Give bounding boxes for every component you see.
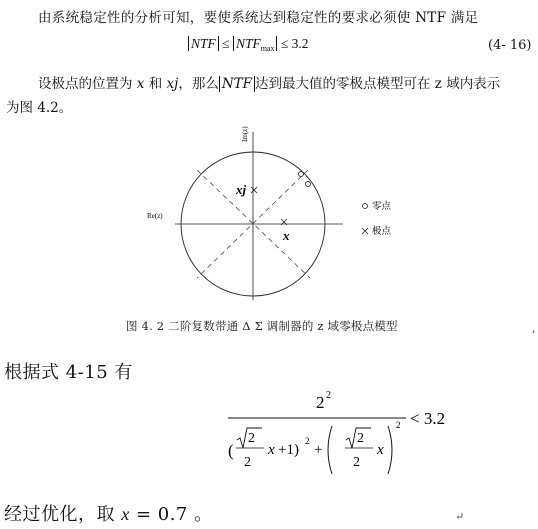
figure-caption: 图 4. 2 二阶复数带通 Δ Σ 调制器的 z 域零极点模型 [126,319,398,333]
equation-number: (4- 16) [488,38,532,53]
sqrt-arg-1: 2 [248,431,255,446]
paragraph-optimization [4,500,213,526]
var-ntf: NTF [219,76,255,92]
real-axis-label: Re(z) [147,212,163,220]
paren-open-1: ( [228,441,234,460]
var-xj: xj [166,76,179,92]
var-x: x [136,76,145,92]
formula-rhs: < 3.2 [410,409,446,428]
pole-marker-xj [251,187,257,193]
legend-zero-icon [363,204,368,209]
inner-den-2: 2 [353,455,360,470]
big-paren-open [328,426,332,474]
eq-le: ≤ [222,36,230,51]
formula-sq-2: 2 [396,420,401,430]
pole-label-xj: xj [236,182,247,197]
paragraph-pole-position-cont: 为图 4.2。 [6,100,73,116]
inner-den-1: 2 [244,455,251,470]
legend-pole-icon [362,228,368,234]
zero-marker-2 [306,182,311,187]
formula-x-1: x [268,442,275,458]
equation-ntf-bound [188,36,309,53]
formula-sq-1: 2 [305,436,310,446]
caption-mark: , [532,322,536,335]
zero-pole-figure [145,118,415,308]
paragraph-according: 根据式 4-15 有 [4,362,133,383]
text-span: = 0.7 。 [129,504,213,525]
imag-axis-label: Im(z) [241,126,249,142]
text-span: 设极点的位置为 [38,76,137,92]
formula-x-2: x [377,442,384,458]
legend-zero-label: 零点 [372,201,392,212]
eq-ntf: NTF [188,36,219,51]
paragraph-stability: 由系统稳定性的分析可知，要使系统达到稳定性的要求必须使 NTF 满足 [38,10,479,26]
zero-marker-1 [299,172,304,177]
eq-max-sub: max [260,44,275,53]
formula-plus1: +1) [278,442,299,458]
eq-ntfmax: NTF [235,36,261,51]
sqrt-arg-2: 2 [357,431,364,446]
pole-label-x: x [283,228,290,243]
text-span: 和 [144,76,167,92]
big-paren-close [388,426,392,474]
return-mark: ↵ [455,510,465,523]
formula-num: 2 [316,393,325,412]
legend-pole-label: 极点 [372,226,392,237]
text-span: ，那么 [178,76,219,92]
inequality-formula [228,388,468,483]
text-span: 达到最大值的零极点模型可在 z 域内表示 [255,76,501,92]
eq-le-value: ≤ 3.2 [280,36,309,51]
formula-num-exp: 2 [326,390,331,401]
var-x: x [121,504,130,524]
paragraph-pole-position [38,72,500,92]
text-span: 经过优化，取 [4,504,122,525]
formula-plus-sign: + [314,442,323,458]
